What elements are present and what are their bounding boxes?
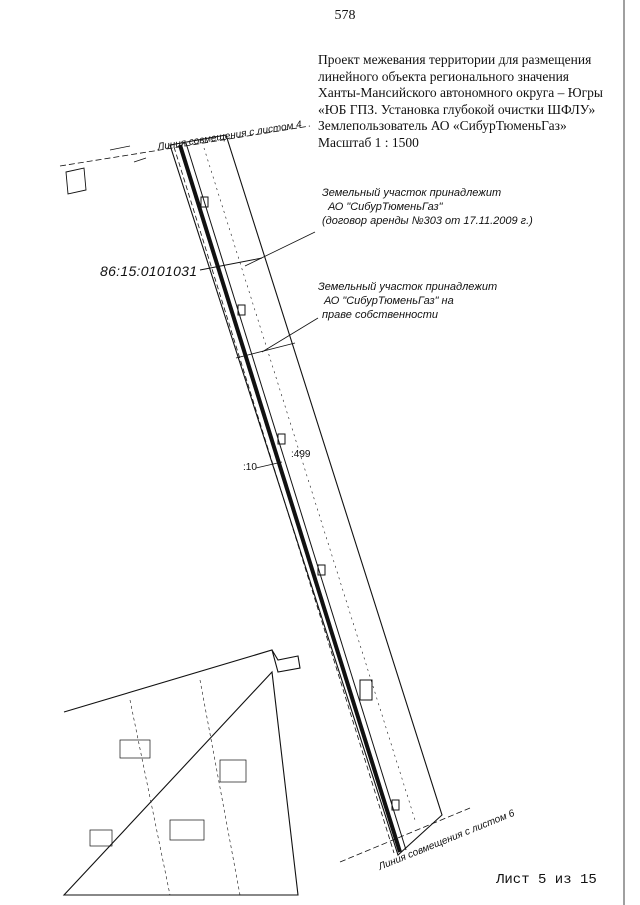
sheet-counter: Лист 5 из 15 <box>496 872 597 888</box>
cadastral-quarter-label: 86:15:0101031 <box>100 263 198 279</box>
leader-line <box>262 318 318 352</box>
pipeline-edge <box>186 143 406 850</box>
title-line: Ханты-Мансийского автономного округа – Югры <box>318 85 603 100</box>
land-user-line: Землепользователь АО «СибурТюменьГаз» <box>318 118 567 133</box>
site-building <box>170 820 204 840</box>
parcel-owned-line: АО "СибурТюменьГаз" на <box>324 295 454 307</box>
title-line: Проект межевания территории для размещения <box>318 52 592 67</box>
site-building <box>120 740 150 758</box>
parcel-owned-label <box>318 280 497 322</box>
parcel-owned-line: праве собственности <box>322 309 439 321</box>
parcel-lease-line: Земельный участок принадлежит <box>322 187 502 199</box>
site-building <box>220 760 246 782</box>
pipeline-marker <box>360 680 372 700</box>
match-line-top-label: Линия совмещения с листом 4 <box>156 119 303 153</box>
pipeline <box>180 145 400 852</box>
site-building <box>90 830 112 846</box>
scale-line: Масштаб 1 : 1500 <box>318 134 419 150</box>
parcel-lease-label <box>322 186 533 228</box>
site-road <box>130 700 170 895</box>
parcel-divider <box>200 258 262 270</box>
match-line-bottom-label: Линия совмещения с листом 6 <box>377 807 517 873</box>
parcel-lease-line: (договор аренды №303 от 17.11.2009 г.) <box>322 215 533 227</box>
leader-line <box>245 232 315 266</box>
title-line: «ЮБ ГПЗ. Установка глубокой очистки ШФЛУ» <box>318 101 596 117</box>
parcel-number-right: :499 <box>291 449 311 460</box>
map-fragment <box>66 168 86 194</box>
survey-line <box>204 148 415 820</box>
title-line: линейного объекта регионального значения <box>318 68 570 84</box>
parcel-lease-line: АО "СибурТюменьГаз" <box>328 201 443 213</box>
map-fragment <box>110 146 146 162</box>
pipeline-axis <box>174 147 394 853</box>
parcel-number-left: :10 <box>243 462 257 473</box>
page-number: 578 <box>334 8 356 23</box>
adjacent-site-boundary <box>64 650 300 895</box>
parcel-owned-line: Земельный участок принадлежит <box>318 281 498 293</box>
